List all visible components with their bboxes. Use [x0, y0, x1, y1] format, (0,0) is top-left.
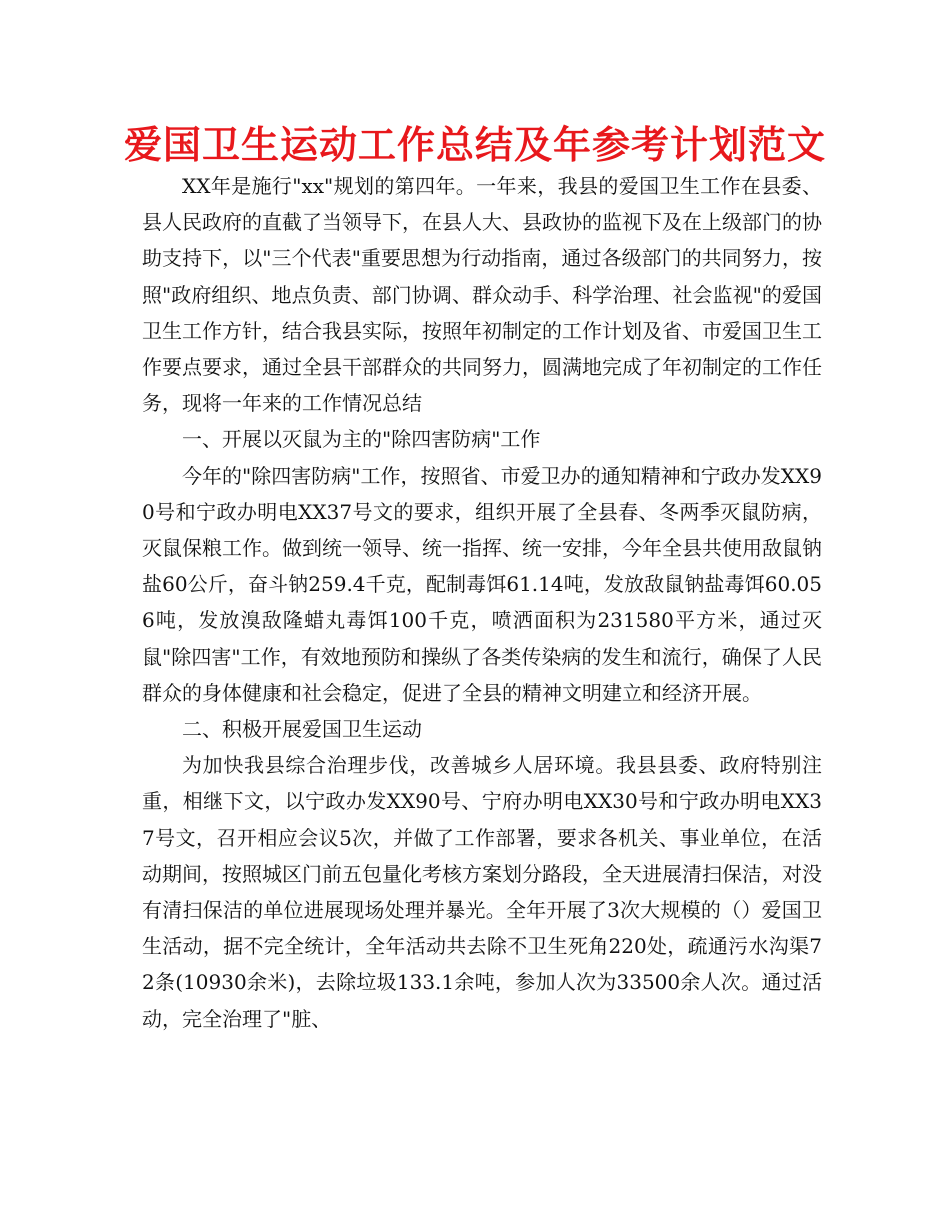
section-heading-1: 一、开展以灭鼠为主的"除四害防病"工作 — [182, 427, 541, 452]
section-2-paragraph: 为加快我县综合治理步伐，改善城乡人居环境。我县县委、政府特别注重，相继下文，以宁政办发XX90号、宁府办明电XX30号和宁政办明电XX37号文，召开相应会议5次，并做了工作部署，要求各机关、事业单位，在活动期间，按照城区门前五包量化考核方案划分路段，全天进展清扫保洁，对没有清扫保洁的单位进展现场处理并暴光。全年开展了3次大规模的（）爱国卫生活动，据不完全统计，全年活动共去除不卫生死角220处，疏通污水沟渠72条(10930余米)，去除垃圾133.1余吨，参加人次为33500余人次。通过活动，完全治理了"脏、 — [142, 753, 822, 1031]
section-heading-2: 二、积极开展爱国卫生运动 — [182, 717, 422, 742]
document-title: 爱国卫生运动工作总结及年参考计划范文 — [123, 123, 826, 167]
intro-paragraph: XX年是施行"xx"规划的第四年。一年来，我县的爱国卫生工作在县委、县人民政府的直截了当领导下，在县人大、县政协的监视下及在上级部门的协助支持下，以"三个代表"重要思想为行动指南，通过各级部门的共同努力，按照"政府组织、地点负责、部门协调、群众动手、科学治理、社会监视"的爱国卫生工作方针，结合我县实际，按照年初制定的工作计划及省、市爱国卫生工作要点要求，通过全县干部群众的共同努力，圆满地完成了年初制定的工作任务，现将一年来的工作情况总结 — [142, 174, 822, 416]
section-1-paragraph: 今年的"除四害防病"工作，按照省、市爱卫办的通知精神和宁政办发XX90号和宁政办明电XX37号文的要求，组织开展了全县春、冬两季灭鼠防病，灭鼠保粮工作。做到统一领导、统一指挥、统一安排，今年全县共使用敌鼠钠盐60公斤，奋斗钠259.4千克，配制毒饵61.14吨，发放敌鼠钠盐毒饵60.056吨，发放溴敌隆蜡丸毒饵100千克，喷洒面积为231580平方米，通过灭鼠"除四害"工作，有效地预防和操纵了各类传染病的发生和流行，确保了人民群众的身体健康和社会稳定，促进了全县的精神文明建立和经济开展。 — [142, 463, 822, 705]
document-body — [142, 168, 822, 1037]
